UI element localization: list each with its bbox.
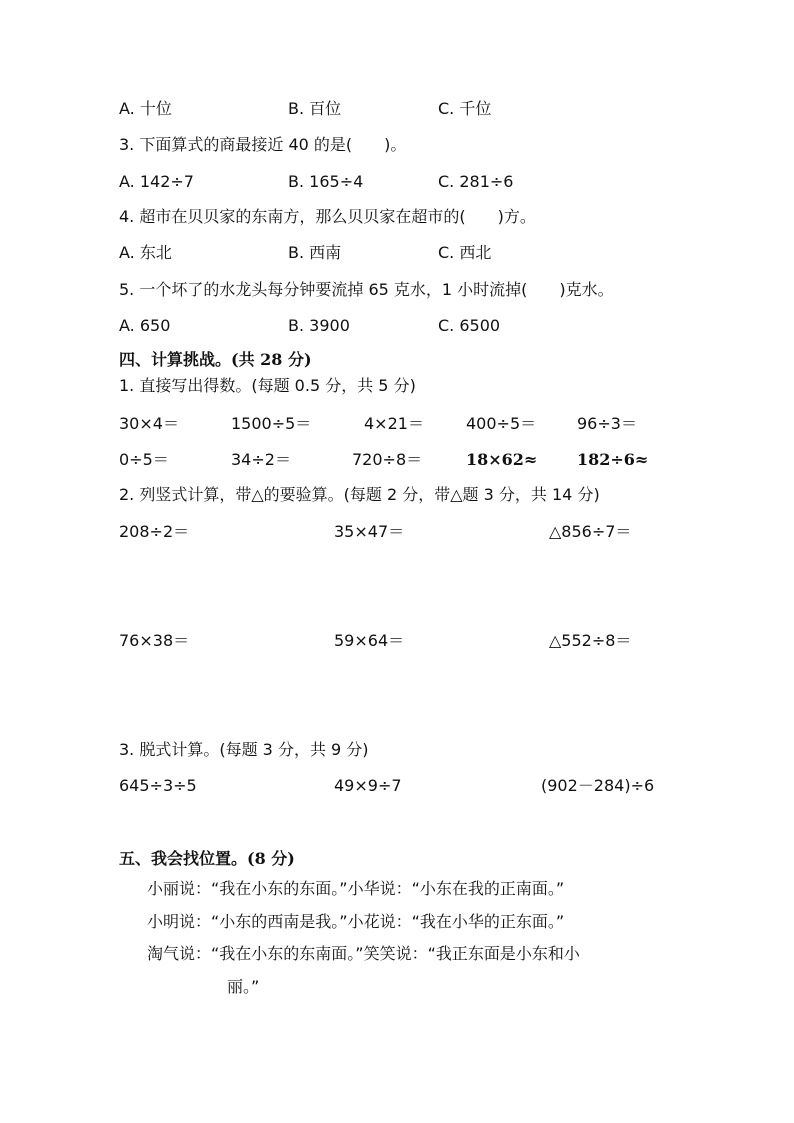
stepwise-3: (902－284)÷6	[541, 776, 655, 795]
position-line-3: 淘气说：“我在小东的东南面。”笑笑说：“我正东面是小东和小	[147, 944, 580, 963]
calc-r2-3: 720÷8＝	[352, 450, 423, 469]
q3-option-a: A. 142÷7	[119, 172, 194, 191]
stepwise-2: 49×9÷7	[334, 776, 402, 795]
q3-option-c: C. 281÷6	[438, 172, 514, 191]
position-line-2: 小明说：“小东的西南是我。”小花说：“我在小华的正东面。”	[147, 912, 565, 931]
q5-option-b: B. 3900	[288, 316, 350, 335]
position-line-1: 小丽说：“我在小东的东面。”小华说：“小东在我的正南面。”	[147, 879, 565, 898]
q4-option-c: C. 西北	[438, 243, 492, 262]
stepwise-1: 645÷3÷5	[119, 776, 197, 795]
section5-title: 五、我会找位置。(8 分)	[119, 849, 295, 868]
part1-title: 1. 直接写出得数。(每题 0.5 分，共 5 分)	[119, 376, 416, 395]
calc-r1-3: 4×21＝	[364, 414, 424, 433]
vertical-r1-2: 35×47＝	[334, 522, 405, 541]
calc-r1-4: 400÷5＝	[466, 414, 537, 433]
position-line-4: 丽。”	[227, 977, 260, 996]
q4-option-a: A. 东北	[119, 243, 172, 262]
vertical-r1-1: 208÷2＝	[119, 522, 190, 541]
q4-option-b: B. 西南	[288, 243, 342, 262]
q2-option-a: A. 十位	[119, 99, 172, 118]
vertical-r2-1: 76×38＝	[119, 631, 190, 650]
q3-stem: 3. 下面算式的商最接近 40 的是( )。	[119, 135, 407, 154]
q2-option-c: C. 千位	[438, 99, 492, 118]
calc-r1-5: 96÷3＝	[577, 414, 637, 433]
section4-title: 四、计算挑战。(共 28 分)	[119, 350, 312, 369]
q5-option-c: C. 6500	[438, 316, 501, 335]
vertical-r2-2: 59×64＝	[334, 631, 405, 650]
calc-r2-5: 182÷6≈	[577, 450, 649, 469]
vertical-r1-3: △856÷7＝	[549, 522, 632, 541]
calc-r1-1: 30×4＝	[119, 414, 179, 433]
vertical-r2-3: △552÷8＝	[549, 631, 632, 650]
calc-r1-2: 1500÷5＝	[231, 414, 312, 433]
q3-option-b: B. 165÷4	[288, 172, 364, 191]
part3-title: 3. 脱式计算。(每题 3 分，共 9 分)	[119, 740, 369, 759]
part2-title: 2. 列竖式计算，带△的要验算。(每题 2 分，带△题 3 分，共 14 分)	[119, 485, 600, 504]
q4-stem: 4. 超市在贝贝家的东南方，那么贝贝家在超市的( )方。	[119, 207, 536, 226]
q5-stem: 5. 一个坏了的水龙头每分钟要流掉 65 克水，1 小时流掉( )克水。	[119, 280, 614, 299]
q2-option-b: B. 百位	[288, 99, 342, 118]
calc-r2-2: 34÷2＝	[231, 450, 291, 469]
calc-r2-4: 18×62≈	[466, 450, 538, 469]
q5-option-a: A. 650	[119, 316, 171, 335]
calc-r2-1: 0÷5＝	[119, 450, 169, 469]
